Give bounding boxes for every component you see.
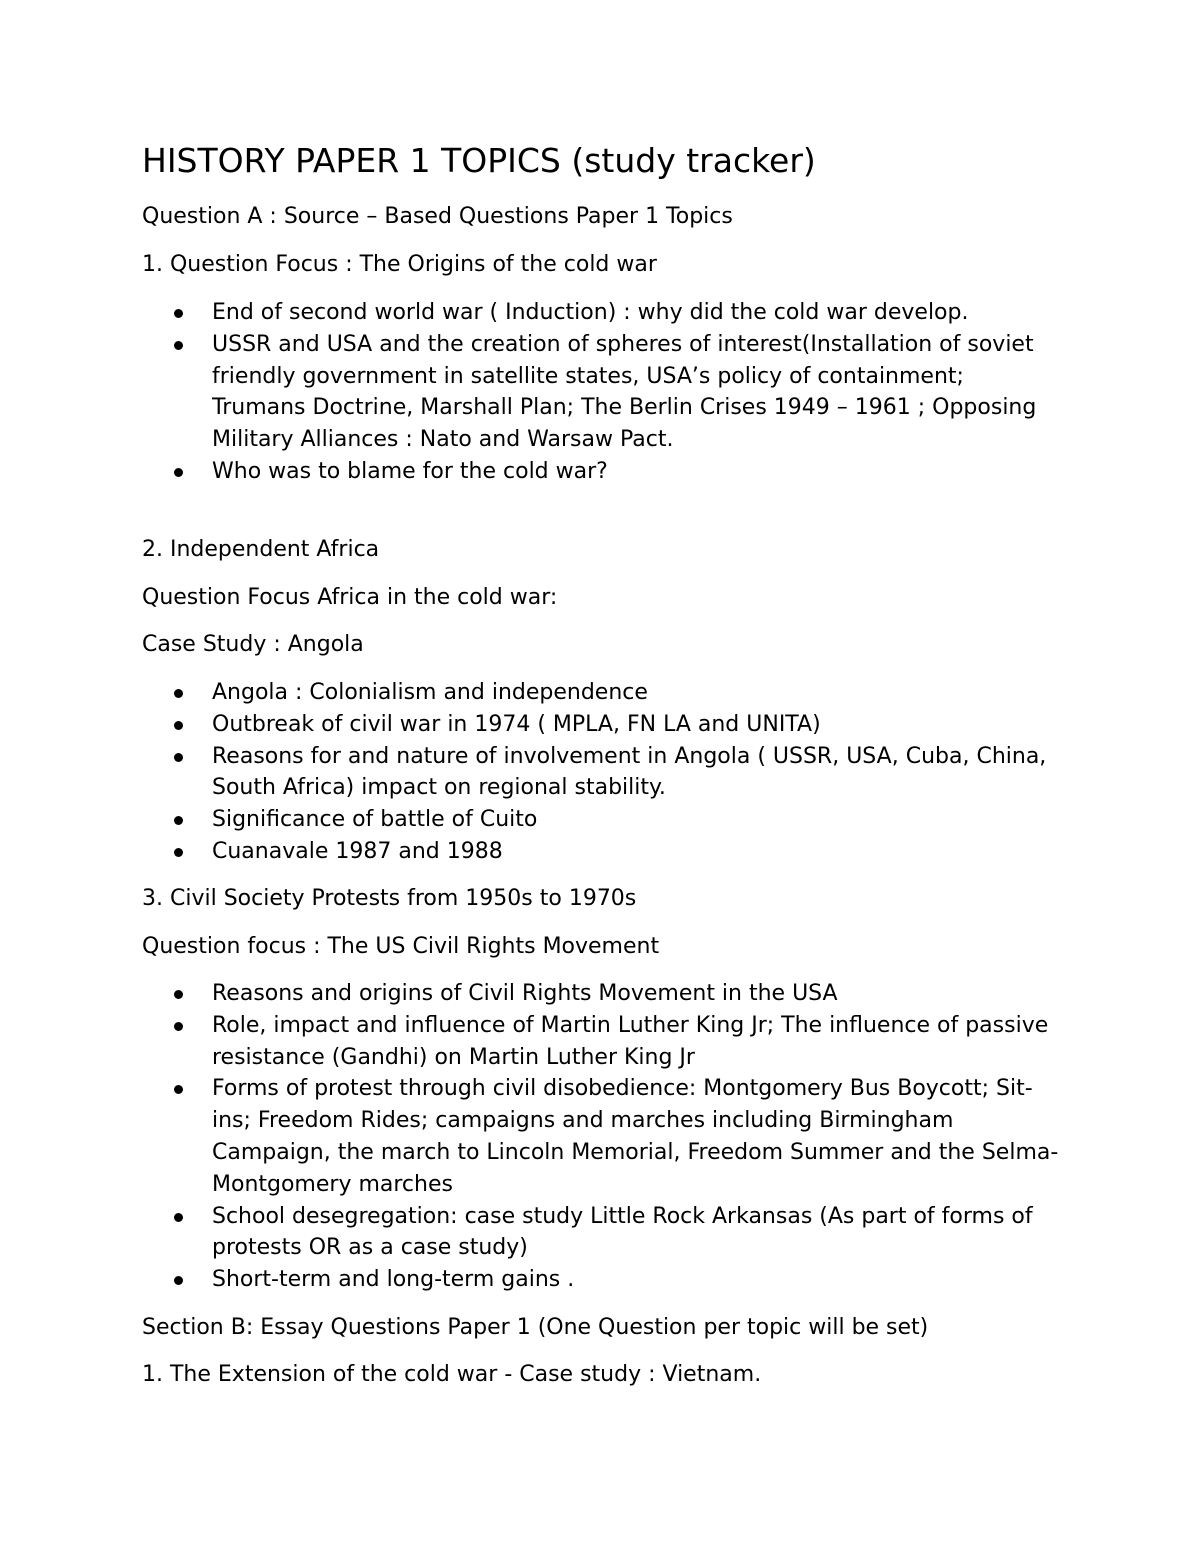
list-item: Who was to blame for the cold war? — [142, 456, 1062, 488]
bullet-icon — [174, 689, 183, 698]
list-item: Outbreak of civil war in 1974 ( MPLA, FN LA and UNITA) — [142, 709, 1062, 741]
topic3-focus: Question focus : The US Civil Rights Movement — [142, 934, 660, 959]
bullet-icon — [174, 816, 183, 825]
bullet-icon — [174, 990, 183, 999]
topic3-heading: 3. Civil Society Protests from 1950s to 1970s — [142, 886, 637, 911]
list-item: School desegregation: case study Little Rock Arkansas (As part of forms of protests OR as a case study) — [142, 1201, 1062, 1265]
list-item: Forms of protest through civil disobedience: Montgomery Bus Boycott; Sit-ins; Freedom Rides; campaigns and marches including Birmingham Campaign, the march to Lincoln Memorial, Freedom Summer and the Selma-Montgomery marches — [142, 1073, 1062, 1200]
bullet-icon — [174, 753, 183, 762]
section-b-item-1: 1. The Extension of the cold war - Case study : Vietnam. — [142, 1362, 762, 1387]
topic1-heading: 1. Question Focus : The Origins of the cold war — [142, 252, 657, 277]
list-item: Significance of battle of Cuito — [142, 804, 1062, 836]
topic1-bullet-list — [142, 297, 1062, 488]
topic2-case-study: Case Study : Angola — [142, 632, 364, 657]
list-item: Cuanavale 1987 and 1988 — [142, 836, 1062, 868]
list-item: Role, impact and influence of Martin Luther King Jr; The influence of passive resistance (Gandhi) on Martin Luther King Jr — [142, 1010, 1062, 1074]
bullet-icon — [174, 721, 183, 730]
topic2-focus: Question Focus Africa in the cold war: — [142, 585, 558, 610]
bullet-icon — [174, 848, 183, 857]
bullet-icon — [174, 468, 183, 477]
list-item: End of second world war ( Induction) : why did the cold war develop. — [142, 297, 1062, 329]
bullet-icon — [174, 309, 183, 318]
bullet-icon — [174, 1022, 183, 1031]
bullet-icon — [174, 1085, 183, 1094]
question-a-heading: Question A : Source – Based Questions Paper 1 Topics — [142, 204, 733, 229]
bullet-icon — [174, 1213, 183, 1222]
list-item: Reasons for and nature of involvement in Angola ( USSR, USA, Cuba, China, South Africa) impact on regional stability. — [142, 741, 1062, 805]
list-item: Short-term and long-term gains . — [142, 1264, 1062, 1296]
bullet-icon — [174, 1276, 183, 1285]
list-item: Angola : Colonialism and independence — [142, 677, 1062, 709]
list-item: Reasons and origins of Civil Rights Movement in the USA — [142, 978, 1062, 1010]
topic3-bullet-list — [142, 978, 1062, 1296]
topic2-bullet-list — [142, 677, 1062, 868]
section-b-heading: Section B: Essay Questions Paper 1 (One Question per topic will be set) — [142, 1315, 929, 1340]
bullet-icon — [174, 341, 183, 350]
list-item: USSR and USA and the creation of spheres of interest(Installation of soviet friendly government in satellite states, USA’s policy of containment; Trumans Doctrine, Marshall Plan; The Berlin Crises 1949 – 1961 ; Opposing Military Alliances : Nato and Warsaw Pact. — [142, 329, 1062, 456]
page-title: HISTORY PAPER 1 TOPICS (study tracker) — [142, 141, 816, 180]
topic2-heading: 2. Independent Africa — [142, 537, 380, 562]
